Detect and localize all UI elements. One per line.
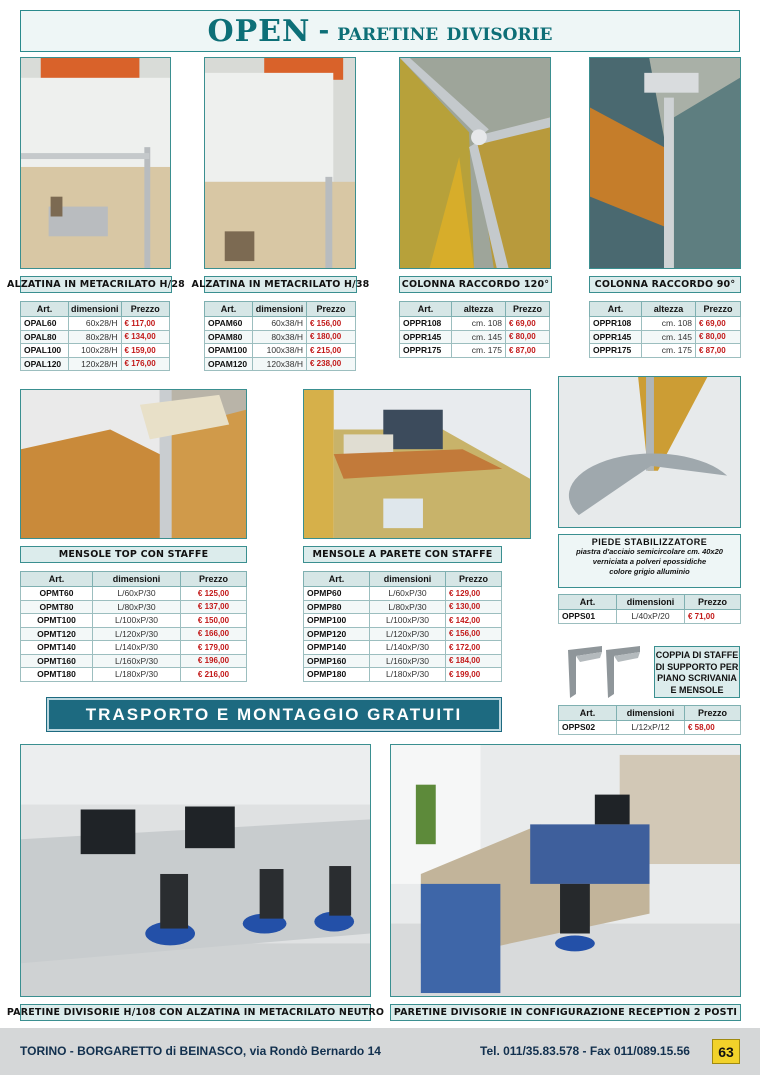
cell-price: € 166,00 <box>181 627 247 641</box>
table-row <box>205 357 356 371</box>
cell-dim: 120x38/H <box>253 357 307 371</box>
table-piede-stabilizzatore <box>558 594 741 624</box>
cell-price: € 142,00 <box>446 614 502 628</box>
photo-piede-stabilizzatore <box>558 376 741 528</box>
coppia-line: E MENSOLE <box>670 684 724 695</box>
col-header: Art. <box>21 572 93 587</box>
cell-dim: cm. 108 <box>452 317 506 331</box>
cell-art: OPMT180 <box>21 668 93 682</box>
caption-paretine-reception: PARETINE DIVISORIE IN CONFIGURAZIONE RECEPTION 2 POSTI <box>390 1004 741 1021</box>
page-number: 63 <box>712 1039 740 1064</box>
cell-art: OPMP60 <box>304 587 370 601</box>
cell-art: OPAM100 <box>205 344 253 358</box>
table-row <box>400 344 550 358</box>
col-header: dimensioni <box>617 706 685 721</box>
cell-art: OPMP80 <box>304 600 370 614</box>
cell-dim: 100x28/H <box>69 344 122 358</box>
cell-price: € 238,00 <box>307 357 356 371</box>
cell-dim: 80x38/H <box>253 330 307 344</box>
bracket-illustration <box>562 644 650 702</box>
table-row <box>304 627 502 641</box>
table-alzatina-38 <box>204 301 356 371</box>
cell-art: OPAM80 <box>205 330 253 344</box>
col-header: altezza <box>642 302 696 317</box>
cell-price: € 159,00 <box>121 344 169 358</box>
col-header: Prezzo <box>121 302 169 317</box>
stabilizer-line: piastra d'acciaio semicircolare cm. 40x20 <box>576 547 723 556</box>
cell-price: € 184,00 <box>446 654 502 668</box>
cell-dim: 120x28/H <box>69 357 122 371</box>
table-row <box>559 610 741 624</box>
cell-dim: cm. 145 <box>642 330 696 344</box>
col-header: Prezzo <box>446 572 502 587</box>
cell-price: € 125,00 <box>181 587 247 601</box>
coppia-staffe-label <box>654 646 740 698</box>
col-header: Prezzo <box>307 302 356 317</box>
cell-art: OPMT140 <box>21 641 93 655</box>
cell-dim: L/180xP/30 <box>370 668 446 682</box>
cell-price: € 130,00 <box>446 600 502 614</box>
table-row <box>21 344 170 358</box>
col-header: Prezzo <box>506 302 550 317</box>
photo-colonna-90 <box>589 57 741 269</box>
cell-dim: 60x28/H <box>69 317 122 331</box>
cell-dim: 100x38/H <box>253 344 307 358</box>
cell-price: € 69,00 <box>506 317 550 331</box>
table-mensole-parete <box>303 571 502 682</box>
cell-price: € 134,00 <box>121 330 169 344</box>
col-header: Prezzo <box>696 302 741 317</box>
stabilizer-title: PIEDE STABILIZZATORE <box>591 537 708 547</box>
cell-art: OPMT60 <box>21 587 93 601</box>
cell-art: OPMP140 <box>304 641 370 655</box>
table-row <box>400 317 550 331</box>
cell-dim: L/120xP/30 <box>93 627 181 641</box>
cell-art: OPAL120 <box>21 357 69 371</box>
table-row <box>205 317 356 331</box>
col-header: Prezzo <box>181 572 247 587</box>
photo-alzatina-28 <box>20 57 171 269</box>
cell-price: € 87,00 <box>506 344 550 358</box>
stabilizer-line: verniciata a polveri epossidiche <box>592 557 707 566</box>
table-row <box>21 600 247 614</box>
cell-price: € 176,00 <box>121 357 169 371</box>
cell-art: OPMP100 <box>304 614 370 628</box>
col-header: dimensioni <box>370 572 446 587</box>
cell-dim: L/60xP/30 <box>370 587 446 601</box>
col-header: Prezzo <box>685 706 741 721</box>
cell-price: € 117,00 <box>121 317 169 331</box>
caption-alzatina-28: ALZATINA IN METACRILATO H/28 <box>20 276 172 293</box>
cell-art: OPPS01 <box>559 610 617 624</box>
table-row <box>304 614 502 628</box>
stabilizer-description <box>558 534 741 588</box>
table-mensole-top <box>20 571 247 682</box>
cell-price: € 58,00 <box>685 721 741 735</box>
cell-dim: 60x38/H <box>253 317 307 331</box>
cell-dim: L/140xP/30 <box>370 641 446 655</box>
footer-contacts: Tel. 011/35.83.578 - Fax 011/089.15.56 <box>480 1044 690 1058</box>
coppia-line: DI SUPPORTO PER <box>655 661 739 672</box>
cell-art: OPPR145 <box>590 330 642 344</box>
cell-art: OPMT160 <box>21 654 93 668</box>
cell-art: OPPR108 <box>590 317 642 331</box>
cell-art: OPMT80 <box>21 600 93 614</box>
cell-art: OPPR175 <box>590 344 642 358</box>
col-header: dimensioni <box>617 595 685 610</box>
caption-alzatina-38: ALZATINA IN METACRILATO H/38 <box>204 276 357 293</box>
cell-price: € 150,00 <box>181 614 247 628</box>
cell-dim: L/100xP/30 <box>93 614 181 628</box>
cell-price: € 80,00 <box>696 330 741 344</box>
cell-art: OPPR108 <box>400 317 452 331</box>
table-row <box>21 317 170 331</box>
cell-price: € 215,00 <box>307 344 356 358</box>
cell-art: OPPR175 <box>400 344 452 358</box>
photo-paretine-reception <box>390 744 741 997</box>
cell-price: € 196,00 <box>181 654 247 668</box>
cell-dim: L/160xP/30 <box>370 654 446 668</box>
page-title: OPEN <box>207 13 311 49</box>
photo-colonna-120 <box>399 57 551 269</box>
col-header: dimensioni <box>253 302 307 317</box>
coppia-line: COPPIA DI STAFFE <box>655 650 739 660</box>
table-alzatina-28 <box>20 301 170 371</box>
table-row <box>21 627 247 641</box>
caption-paretine-h108: PARETINE DIVISORIE H/108 CON ALZATINA IN METACRILATO NEUTRO <box>20 1004 371 1021</box>
col-header: Art. <box>590 302 642 317</box>
col-header: Prezzo <box>685 595 741 610</box>
cell-dim: L/140xP/30 <box>93 641 181 655</box>
cell-dim: L/80xP/30 <box>370 600 446 614</box>
photo-mensole-parete <box>303 389 531 539</box>
col-header: Art. <box>400 302 452 317</box>
cell-art: OPMT120 <box>21 627 93 641</box>
col-header: altezza <box>452 302 506 317</box>
cell-price: € 69,00 <box>696 317 741 331</box>
cell-art: OPAM120 <box>205 357 253 371</box>
table-colonna-120 <box>399 301 550 358</box>
page-title-banner <box>20 10 740 52</box>
cell-art: OPMT100 <box>21 614 93 628</box>
col-header: Art. <box>304 572 370 587</box>
cell-art: OPMP180 <box>304 668 370 682</box>
cell-art: OPPS02 <box>559 721 617 735</box>
cell-dim: cm. 145 <box>452 330 506 344</box>
cell-price: € 80,00 <box>506 330 550 344</box>
cell-dim: L/12xP/12 <box>617 721 685 735</box>
table-row <box>400 330 550 344</box>
cell-dim: L/80xP/30 <box>93 600 181 614</box>
cell-price: € 179,00 <box>181 641 247 655</box>
cell-dim: L/60xP/30 <box>93 587 181 601</box>
stabilizer-line: colore grigio alluminio <box>609 567 690 576</box>
table-row <box>21 641 247 655</box>
table-row <box>304 587 502 601</box>
cell-dim: cm. 108 <box>642 317 696 331</box>
coppia-line: PIANO SCRIVANIA <box>657 673 737 683</box>
table-row <box>304 668 502 682</box>
table-row <box>205 344 356 358</box>
table-row <box>590 344 741 358</box>
table-row <box>21 668 247 682</box>
cell-price: € 156,00 <box>446 627 502 641</box>
cell-price: € 156,00 <box>307 317 356 331</box>
cell-price: € 137,00 <box>181 600 247 614</box>
table-row <box>21 614 247 628</box>
table-row <box>304 641 502 655</box>
cell-dim: cm. 175 <box>642 344 696 358</box>
cell-price: € 180,00 <box>307 330 356 344</box>
caption-mensole-top: MENSOLE TOP CON STAFFE <box>20 546 247 563</box>
photo-alzatina-38 <box>204 57 356 269</box>
photo-paretine-h108 <box>20 744 371 997</box>
cell-dim: L/180xP/30 <box>93 668 181 682</box>
cell-dim: cm. 175 <box>452 344 506 358</box>
photo-mensole-top <box>20 389 247 539</box>
cell-dim: 80x28/H <box>69 330 122 344</box>
col-header: dimensioni <box>69 302 122 317</box>
cell-art: OPAL100 <box>21 344 69 358</box>
cell-dim: L/40xP/20 <box>617 610 685 624</box>
cell-price: € 172,00 <box>446 641 502 655</box>
cell-price: € 199,00 <box>446 668 502 682</box>
table-row <box>21 330 170 344</box>
cell-dim: L/120xP/30 <box>370 627 446 641</box>
col-header: Art. <box>21 302 69 317</box>
table-row <box>21 654 247 668</box>
table-row <box>559 721 741 735</box>
table-row <box>304 654 502 668</box>
cell-art: OPPR145 <box>400 330 452 344</box>
promo-banner: TRASPORTO E MONTAGGIO GRATUITI <box>47 698 501 731</box>
col-header: Art. <box>559 706 617 721</box>
cell-art: OPAL80 <box>21 330 69 344</box>
cell-dim: L/100xP/30 <box>370 614 446 628</box>
table-row <box>590 330 741 344</box>
col-header: Art. <box>205 302 253 317</box>
caption-mensole-parete: MENSOLE A PARETE CON STAFFE <box>303 546 502 563</box>
cell-price: € 216,00 <box>181 668 247 682</box>
col-header: Art. <box>559 595 617 610</box>
cell-art: OPAL60 <box>21 317 69 331</box>
table-row <box>21 357 170 371</box>
page-subtitle: paretine divisorie <box>337 16 553 46</box>
table-row <box>205 330 356 344</box>
table-row <box>304 600 502 614</box>
cell-art: OPMP160 <box>304 654 370 668</box>
table-colonna-90 <box>589 301 741 358</box>
table-staffe <box>558 705 741 735</box>
cell-price: € 129,00 <box>446 587 502 601</box>
cell-price: € 71,00 <box>685 610 741 624</box>
footer-address: TORINO - BORGARETTO di BEINASCO, via Rondò Bernardo 14 <box>20 1044 381 1058</box>
cell-price: € 87,00 <box>696 344 741 358</box>
title-separator: - <box>318 16 330 46</box>
cell-art: OPAM60 <box>205 317 253 331</box>
col-header: dimensioni <box>93 572 181 587</box>
caption-colonna-90: COLONNA RACCORDO 90° <box>589 276 741 293</box>
cell-dim: L/160xP/30 <box>93 654 181 668</box>
caption-colonna-120: COLONNA RACCORDO 120° <box>399 276 552 293</box>
table-row <box>590 317 741 331</box>
cell-art: OPMP120 <box>304 627 370 641</box>
table-row <box>21 587 247 601</box>
